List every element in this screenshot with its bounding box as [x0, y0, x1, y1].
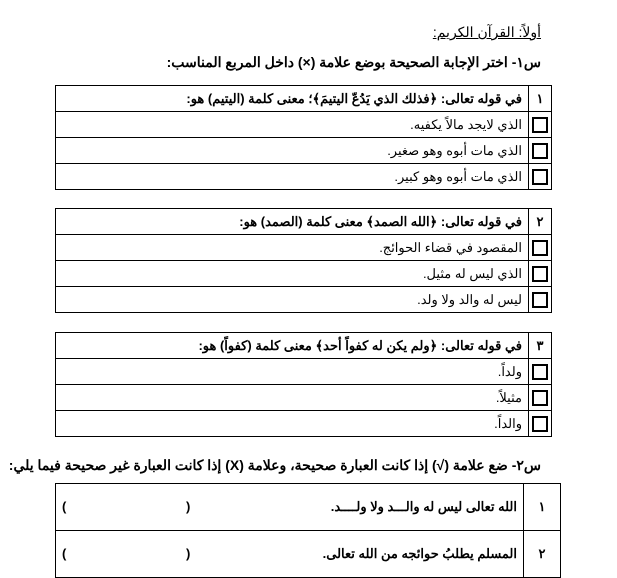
answer-checkbox[interactable] [532, 292, 548, 308]
statement-text: الله تعالى ليس له والـــد ولا ولــــد. [330, 499, 517, 514]
answer-option: الذي لايجد مالاً يكفيه. [56, 112, 529, 138]
answer-blank-close[interactable]: ) [62, 499, 67, 514]
mcq-table-1 [55, 85, 552, 190]
answer-option: الذي ليس له مثيل. [56, 261, 529, 287]
item-number: ١ [529, 86, 552, 112]
statement [56, 484, 524, 531]
answer-checkbox[interactable] [532, 390, 548, 406]
answer-checkbox[interactable] [532, 143, 548, 159]
question-stem: في قوله تعالى: ﴿ولم يكن له كفواً أحد﴾ معنى كلمة (كفواً) هو: [56, 333, 529, 359]
mcq-table-3 [55, 332, 552, 437]
answer-checkbox[interactable] [532, 266, 548, 282]
answer-option: ولداً. [56, 359, 529, 385]
answer-checkbox[interactable] [532, 240, 548, 256]
answer-checkbox[interactable] [532, 364, 548, 380]
question-1-title: س١- اختر الإجابة الصحيحة بوضع علامة (×) داخل المربع المناسب: [166, 54, 541, 70]
item-number: ٢ [529, 209, 552, 235]
section-title: أولاً: القرآن الكريم: [432, 24, 541, 40]
answer-option: الذي مات أبوه وهو كبير. [56, 164, 529, 190]
answer-checkbox[interactable] [532, 416, 548, 432]
question-2-title: س٢- ضع علامة (√) إذا كانت العبارة صحيحة، وعلامة (X) إذا كانت العبارة غير صحيحة فيما يلي: [8, 457, 541, 473]
answer-option: مثيلاً. [56, 385, 529, 411]
question-stem: في قوله تعالى: ﴿الله الصمد﴾ معنى كلمة (الصمد) هو: [56, 209, 529, 235]
answer-checkbox[interactable] [532, 169, 548, 185]
mcq-table-2 [55, 208, 552, 313]
answer-blank-open[interactable]: ( [186, 499, 191, 514]
item-number: ١ [524, 484, 561, 531]
answer-blank-close[interactable]: ) [62, 546, 67, 561]
answer-option: ليس له والد ولا ولد. [56, 287, 529, 313]
question-stem: في قوله تعالى: ﴿فذلك الذي يَدُعّ اليتيمَ﴾؛ معنى كلمة (اليتيم) هو: [56, 86, 529, 112]
item-number: ٢ [524, 531, 561, 578]
answer-option: الذي مات أبوه وهو صغير. [56, 138, 529, 164]
statement [56, 531, 524, 578]
statement-text: المسلم يطلبُ حوائجه من الله تعالى. [322, 546, 517, 561]
true-false-table [55, 483, 561, 578]
item-number: ٣ [529, 333, 552, 359]
answer-checkbox[interactable] [532, 117, 548, 133]
answer-option: المقصود في قضاء الحوائج. [56, 235, 529, 261]
answer-option: والداً. [56, 411, 529, 437]
answer-blank-open[interactable]: ( [186, 546, 191, 561]
